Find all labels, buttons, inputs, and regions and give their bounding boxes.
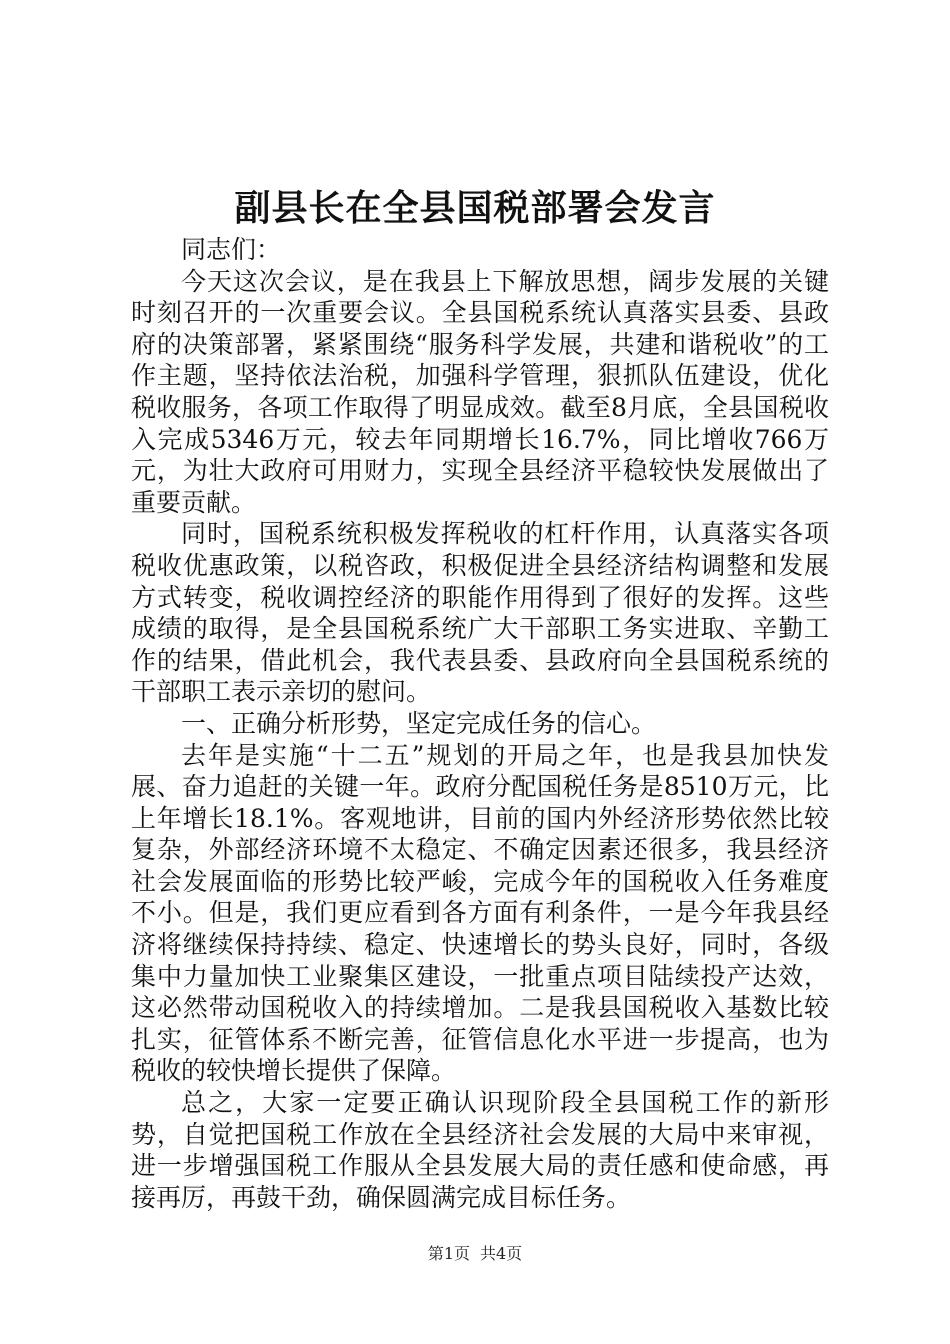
paragraph-opening: 今天这次会议，是在我县上下解放思想，阔步发展的关键时刻召开的一次重要会议。全县国税系统认真落实县委、县政府的决策部署，紧紧围绕“服务科学发展，共建和谐税收”的工作主题，坚持依法治税，加强科学管理，狠抓队伍建设，优化税收服务，各项工作取得了明显成效。截至8月底，全县国税收入完成5346万元，较去年同期增长16.7%，同比增收766万元，为壮大政府可用财力，实现全县经济平稳较快发展做出了重要贡献。: [131, 266, 829, 517]
page-number: 第1页: [427, 1244, 470, 1263]
paragraph-achievements: 同时，国税系统积极发挥税收的杠杆作用，认真落实各项税收优惠政策，以税咨政，积极促进全县经济结构调整和发展方式转变，税收调控经济的职能作用得到了很好的发挥。这些成绩的取得，是全县国税系统广大干部职工务实进取、辛勤工作的结果，借此机会，我代表县委、县政府向全县国税系统的干部职工表示亲切的慰问。: [131, 519, 829, 707]
section-heading-1: 一、正确分析形势，坚定完成任务的信心。: [181, 708, 657, 738]
page-total: 共4页: [480, 1244, 523, 1263]
paragraph-situation: 去年是实施“十二五”规划的开局之年，也是我县加快发展、奋力追赶的关键一年。政府分配国税任务是8510万元，比上年增长18.1%。客观地讲，目前的国内外经济形势依然比较复杂，外部经济环境不太稳定、不确定因素还很多，我县经济社会发展面临的形势比较严峻，完成今年的国税收入任务难度不小。但是，我们更应看到各方面有利条件，一是今年我县经济将继续保持持续、稳定、快速增长的势头良好，同时，各级集中力量加快工业聚集区建设，一批重点项目陆续投产达效，这必然带动国税收入的持续增加。二是我县国税收入基数比较扎实，征管体系不断完善，征管信息化水平进一步提高，也为税收的较快增长提供了保障。: [131, 740, 829, 1086]
salutation: 同志们：: [181, 235, 282, 264]
paragraph-conclusion: 总之，大家一定要正确认识现阶段全县国税工作的新形势，自觉把国税工作放在全县经济社会发展的大局中来审视，进一步增强国税工作服从全县发展大局的责任感和使命感，再接再厉，再鼓干劲，确保圆满完成目标任务。: [131, 1088, 829, 1212]
page-footer: [0, 1243, 950, 1265]
document-body: [131, 234, 829, 1213]
document-title: 副县长在全县国税部署会发言: [234, 187, 716, 229]
